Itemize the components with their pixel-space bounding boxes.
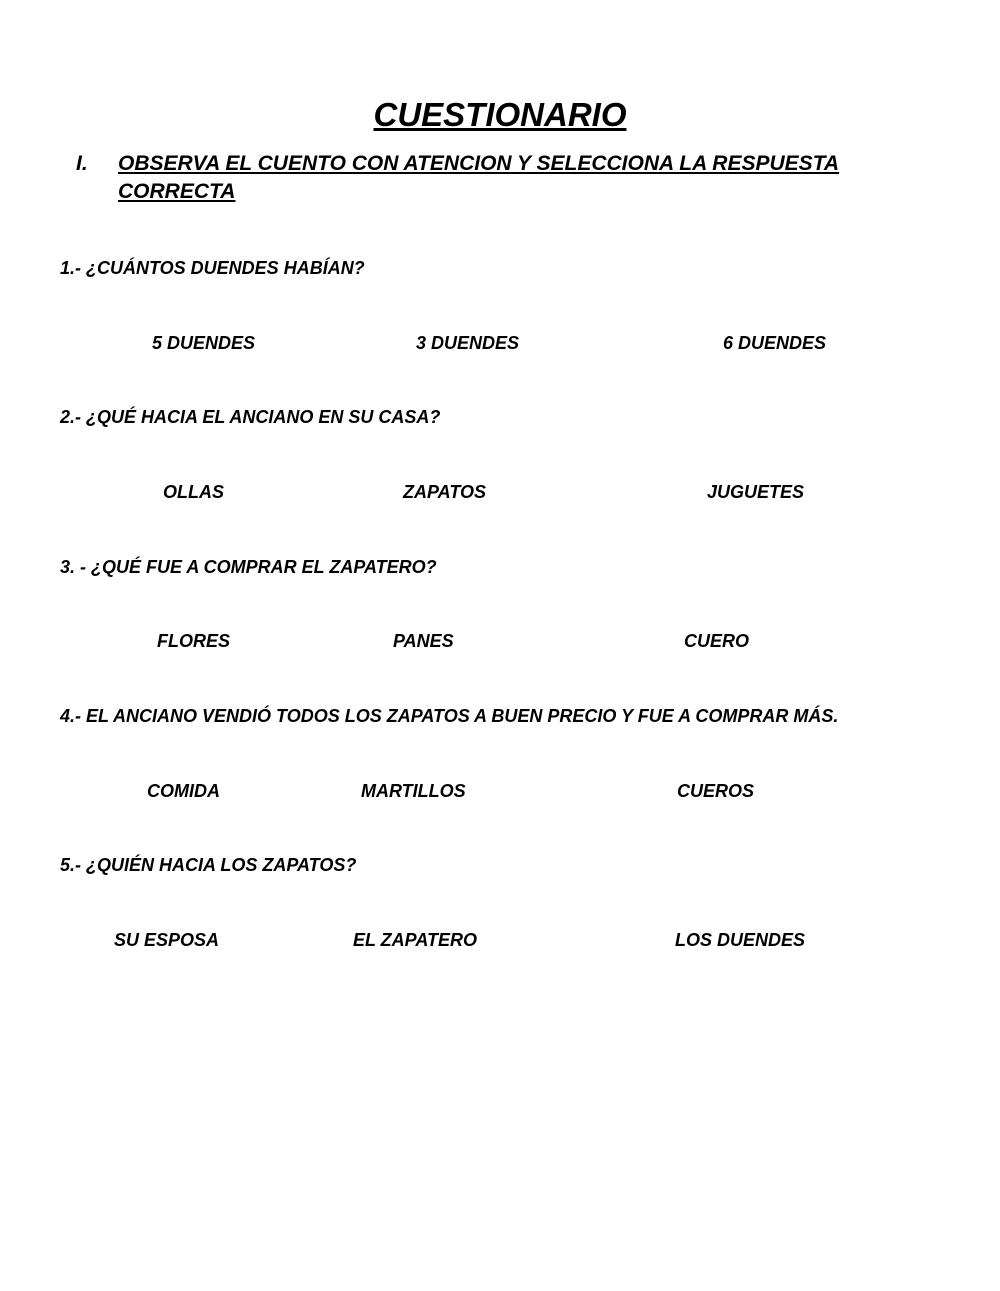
instruction-text: OBSERVA EL CUENTO CON ATENCION Y SELECCIONA LA RESPUESTA CORRECTA [118, 152, 840, 203]
page-title: CUESTIONARIO [373, 96, 627, 133]
q5-option-b[interactable]: EL ZAPATERO [353, 930, 478, 950]
q2-option-b[interactable]: ZAPATOS [403, 482, 487, 502]
instruction-numeral: I. [76, 152, 88, 175]
q1-option-a[interactable]: 5 DUENDES [152, 333, 256, 353]
q5-option-c[interactable]: LOS DUENDES [675, 930, 806, 950]
q3-option-c[interactable]: CUERO [684, 631, 750, 651]
question-5: 5.- ¿QUIÉN HACIA LOS ZAPATOS? [60, 855, 357, 875]
q5-option-a[interactable]: SU ESPOSA [114, 930, 220, 950]
q3-option-b[interactable]: PANES [393, 631, 454, 651]
q1-option-b[interactable]: 3 DUENDES [416, 333, 520, 353]
question-2: 2.- ¿QUÉ HACIA EL ANCIANO EN SU CASA? [60, 407, 441, 427]
q4-option-b[interactable]: MARTILLOS [361, 781, 466, 801]
q3-option-a[interactable]: FLORES [157, 631, 231, 651]
q4-option-c[interactable]: CUEROS [677, 781, 755, 801]
question-4: 4.- EL ANCIANO VENDIÓ TODOS LOS ZAPATOS A BUEN PRECIO Y FUE A COMPRAR MÁS. [60, 706, 839, 726]
question-1: 1.- ¿CUÁNTOS DUENDES HABÍAN? [60, 258, 365, 278]
q1-option-c[interactable]: 6 DUENDES [723, 333, 827, 353]
q2-option-c[interactable]: JUGUETES [707, 482, 805, 502]
question-3: 3. - ¿QUÉ FUE A COMPRAR EL ZAPATERO? [60, 557, 437, 577]
q2-option-a[interactable]: OLLAS [163, 482, 224, 502]
q4-option-a[interactable]: COMIDA [147, 781, 220, 801]
